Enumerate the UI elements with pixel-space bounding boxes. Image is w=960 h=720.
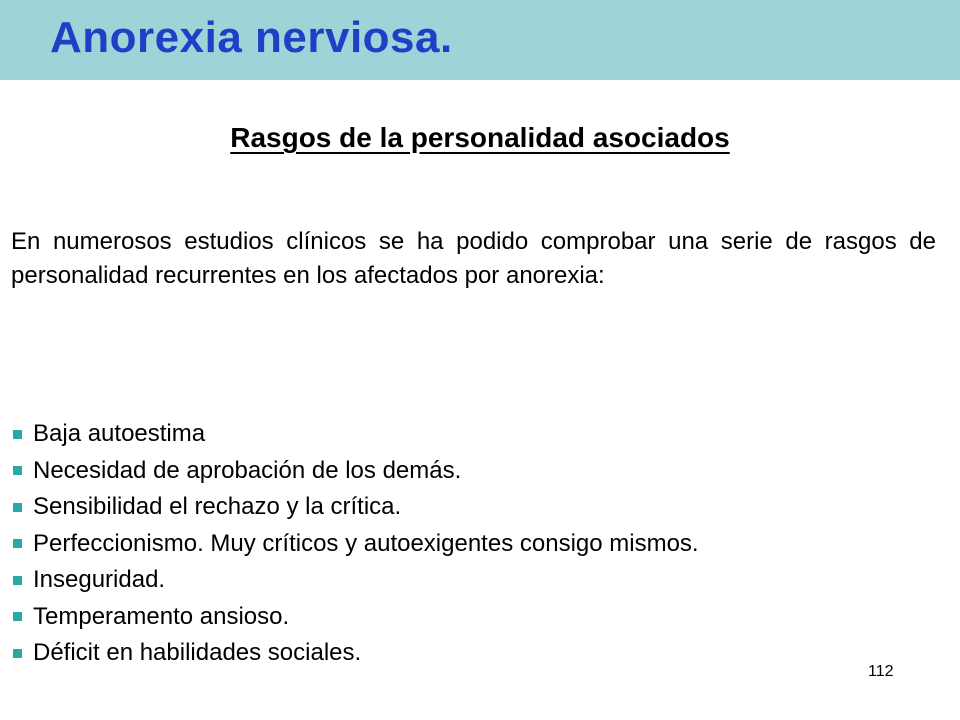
list-item-text: Inseguridad. bbox=[33, 566, 166, 594]
list-item-text: Necesidad de aprobación de los demás. bbox=[33, 456, 462, 484]
list-item-text: Perfeccionismo. Muy críticos y autoexigentes consigo mismos. bbox=[33, 529, 699, 557]
list-item bbox=[11, 489, 699, 526]
list-item bbox=[11, 416, 699, 453]
list-item bbox=[11, 453, 699, 490]
list-item-text: Sensibilidad el rechazo y la crítica. bbox=[33, 493, 402, 521]
square-bullet-icon bbox=[13, 430, 22, 439]
list-item bbox=[11, 599, 699, 636]
intro-paragraph: En numerosos estudios clínicos se ha podido comprobar una serie de rasgos de personalidad recurrentes en los afectados por anorexia: bbox=[11, 228, 936, 289]
square-bullet-icon bbox=[13, 612, 22, 621]
list-item bbox=[11, 526, 699, 563]
square-bullet-icon bbox=[13, 649, 22, 658]
square-bullet-icon bbox=[13, 576, 22, 585]
square-bullet-icon bbox=[13, 503, 22, 512]
section-subtitle: Rasgos de la personalidad asociados bbox=[230, 122, 730, 153]
list-item bbox=[11, 635, 699, 672]
square-bullet-icon bbox=[13, 539, 22, 548]
list-item-text: Baja autoestima bbox=[33, 420, 206, 448]
list-item bbox=[11, 562, 699, 599]
trait-list bbox=[11, 416, 699, 672]
slide-title: Anorexia nerviosa. bbox=[50, 13, 453, 62]
square-bullet-icon bbox=[13, 466, 22, 475]
list-item-text: Déficit en habilidades sociales. bbox=[33, 639, 362, 667]
list-item-text: Temperamento ansioso. bbox=[33, 602, 290, 630]
page-number: 112 bbox=[868, 663, 894, 680]
